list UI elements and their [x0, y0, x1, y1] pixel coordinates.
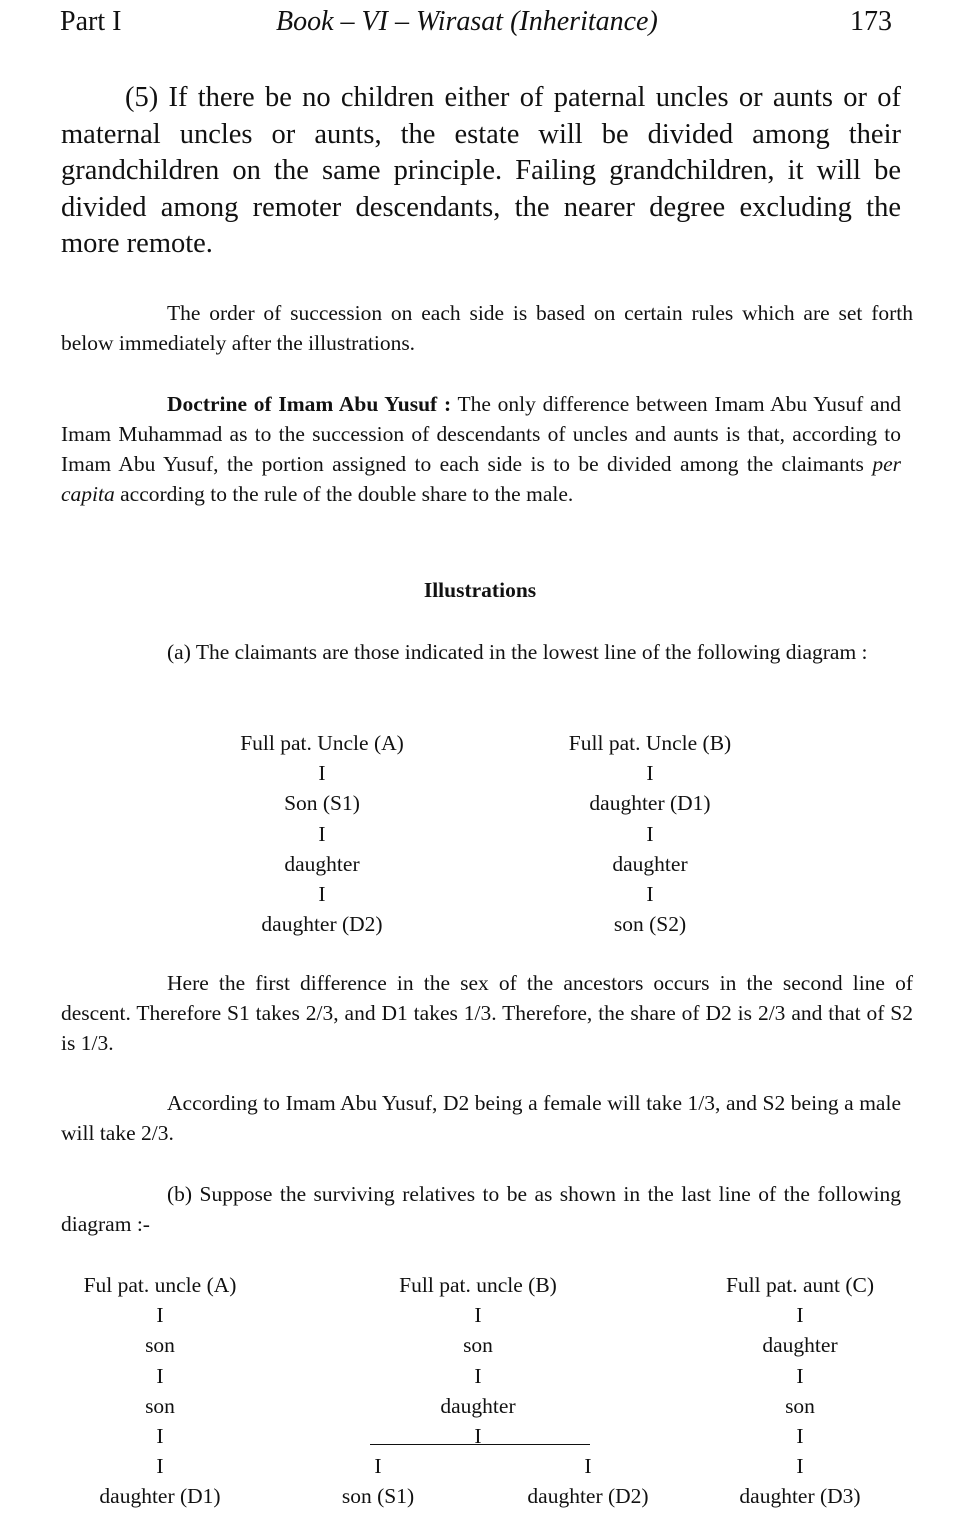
diagram-b-col-b-connector: I: [474, 1363, 482, 1388]
order-paragraph: The order of succession on each side is based on certain rules which are set forth below immediately after the illustrations.: [61, 301, 913, 355]
diagram-a-left-connector: I: [318, 882, 326, 906]
diagram-b-col-c-connector: I: [796, 1424, 804, 1448]
illustrations-heading: Illustrations: [423, 578, 537, 602]
illus-a-intro: (a) The claimants are those indicated in the lowest line of the following diagram :: [167, 640, 868, 664]
diagram-b-col-a-connector: I: [156, 1363, 164, 1388]
diagram-a-left-node: daughter (D2): [261, 912, 383, 937]
diagram-a-left-connector: I: [318, 821, 326, 846]
diagram-a-left-node: Son (S1): [284, 791, 360, 816]
diagram-a-left-connector: I: [318, 761, 326, 786]
diagram-b-col-a-node: daughter (D1): [99, 1484, 221, 1509]
header-part: Part I: [60, 6, 122, 37]
diagram-b-col-c-node: daughter (D3): [739, 1484, 861, 1509]
diagram-a-right-connector: I: [646, 761, 654, 786]
diagram-a-right-connector: I: [646, 882, 654, 906]
diagram-b-col-c-connector: I: [796, 1363, 804, 1388]
clause-5: (5) If there be no children either of paternal uncles or aunts or of maternal uncles or aunts, the estate will be divided among their grandchildren on the same principle. Failing grandchildren, it will be divided among remoter descendants, the nearer degree excluding the more remote.: [61, 82, 901, 259]
diagram-a-right-node: daughter: [612, 851, 688, 876]
diagram-b-col-b-connector: I: [474, 1303, 482, 1328]
diagram-b-col-a-node: son: [145, 1333, 175, 1358]
doctrine-italic: per capita: [61, 452, 901, 506]
illus-b-intro: (b) Suppose the surviving relatives to be as shown in the last line of the following diagram :-: [61, 1182, 901, 1236]
diagram-b-col-a-connector: I: [156, 1424, 164, 1448]
header-book-title: Book – VI – Wirasat (Inheritance): [276, 6, 658, 37]
doctrine-text-before: The only difference between Imam Abu Yusuf and Imam Muhammad as to the succession of descendants of uncles and aunts is that, according to Imam Abu Yusuf, the portion assigned to each side is to be divided among the claimants: [61, 392, 902, 476]
diagram-b-branch-right-connector: I: [584, 1454, 592, 1478]
diagram-b-col-b-connector: I: [474, 1424, 482, 1448]
diagram-b-col-c-connector: I: [796, 1303, 804, 1328]
diagram-b-branch-left-node: son (S1): [341, 1484, 415, 1509]
diagram-b-col-b-node: Full pat. uncle (B): [399, 1273, 557, 1297]
diagram-a-right-node: daughter (D1): [589, 791, 711, 816]
diagram-b-col-a-connector: I: [156, 1454, 164, 1479]
diagram-b-col-a-node: Ful pat. uncle (A): [83, 1273, 237, 1297]
diagram-a-left-node: Full pat. Uncle (A): [240, 731, 404, 755]
illus-a-abu-yusuf: According to Imam Abu Yusuf, D2 being a female will take 1/3, and S2 being a male will take 2/3.: [61, 1091, 901, 1145]
illus-a-explanation: Here the first difference in the sex of the ancestors occurs in the second line of descent. Therefore S1 takes 2/3, and D1 takes 1/3. Therefore, the share of D2 is 2/3 and that of S2 is 1/3.: [61, 971, 913, 1055]
doctrine-lead: Doctrine of Imam Abu Yusuf :: [167, 392, 452, 416]
diagram-b-col-a-connector: I: [156, 1303, 164, 1328]
page-number: 173: [850, 6, 892, 37]
doctrine-text-after: according to the rule of the double share to the male.: [114, 482, 574, 506]
diagram-b-col-c-node: daughter: [762, 1333, 838, 1358]
diagram-b-branch-left-connector: I: [374, 1454, 382, 1478]
diagram-a-right-node: Full pat. Uncle (B): [568, 731, 732, 755]
diagram-b-col-b-node: son: [463, 1333, 493, 1358]
diagram-a-right-node: son (S2): [613, 912, 687, 937]
diagram-b-col-a-node: son: [145, 1393, 175, 1418]
diagram-b-col-c-node: Full pat. aunt (C): [725, 1273, 875, 1297]
diagram-b-col-b-node: daughter: [440, 1393, 516, 1418]
diagram-b-branch-right-node: daughter (D2): [527, 1484, 649, 1509]
doctrine-paragraph: [61, 389, 901, 509]
diagram-a-right-connector: I: [646, 821, 654, 846]
diagram-a-left-node: daughter: [284, 851, 360, 876]
diagram-b-col-c-connector: I: [796, 1454, 804, 1479]
diagram-b-col-c-node: son: [785, 1393, 815, 1418]
branch-line: [370, 1444, 590, 1445]
